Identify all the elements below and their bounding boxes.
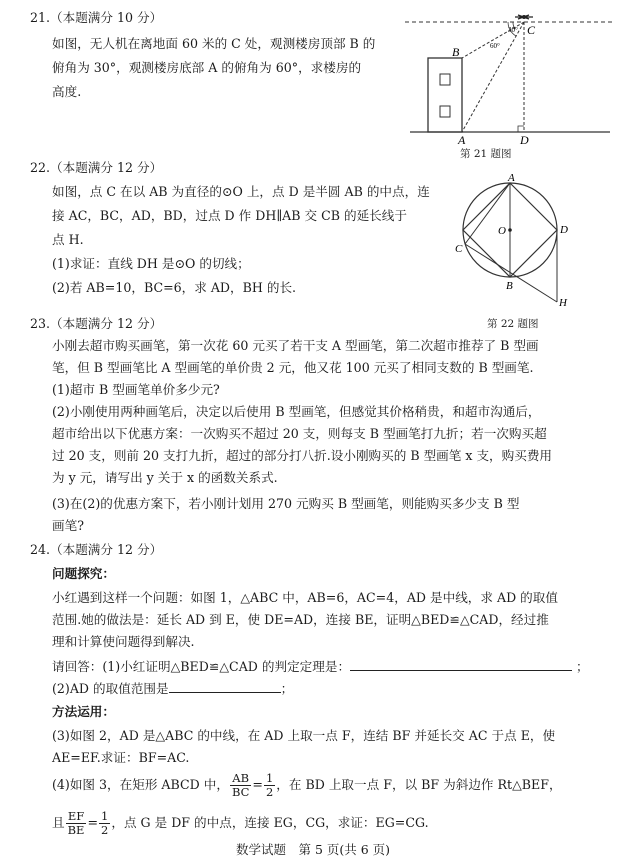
fraction-denominator: 2 — [101, 823, 109, 837]
q22-figure — [455, 170, 585, 315]
page-footer: 数学试题 第 5 页(共 6 页) — [235, 842, 391, 857]
q24-line-1: 小红遇到这样一个问题：如图 1，△ABC 中，AB=6，AC=4，AD 是中线，求 AD 的取值 — [52, 590, 558, 605]
q22-line-5: (2)若 AB=10，BC=6，求 AD，BH 的长. — [52, 280, 297, 295]
fraction-denominator: BE — [67, 823, 85, 837]
q24-part-3-line-2: AE=EF.求证：BF=AC. — [52, 750, 190, 765]
q24-p4-end: ，在 BD 上取一点 F，以 BF 为斜边作 Rt△BEF， — [276, 777, 562, 792]
q21-label-b: B — [452, 45, 460, 59]
answer-blank-2[interactable] — [169, 680, 281, 693]
q24-part-4-line-1 — [52, 772, 600, 799]
q21-line-3: 高度. — [52, 84, 82, 99]
q22-label-b: B — [506, 280, 513, 292]
q24-subheading-method: 方法运用： — [52, 704, 115, 719]
q22-label-c: C — [455, 243, 463, 255]
q21-line-1: 如图，无人机在离地面 60 米的 C 处，观测楼房顶部 B 的 — [52, 36, 376, 51]
fraction-numerator: AB — [230, 772, 251, 786]
q22-header: 22.（本题满分 12 分） — [30, 160, 163, 175]
q22-line-3: 点 H. — [52, 232, 84, 247]
q24-ask-1-text: 请回答：(1)小红证明△BED≌△CAD 的判定定理是： — [52, 659, 351, 674]
q21-label-c: C — [527, 23, 536, 37]
q22-figure-caption: 第 22 题图 — [487, 318, 539, 330]
fraction-numerator: 1 — [265, 771, 274, 785]
fraction-ef-be — [66, 810, 87, 837]
q23-header: 23.（本题满分 12 分） — [30, 316, 163, 331]
fraction-denominator: 2 — [265, 785, 274, 799]
fraction-ab-bc — [230, 772, 251, 799]
q24-line-2: 范围.她的做法是：延长 AD 到 E，使 DE=AD，连接 BE，证明△BED≌△CAD，经过推 — [52, 612, 549, 627]
q24-part-4-line-2 — [52, 810, 600, 837]
q24-ask-2-text: (2)AD 的取值范围是 — [52, 681, 169, 696]
q24-p5-start: 且 — [52, 815, 65, 830]
q22-line-4: (1)求证：直线 DH 是⊙O 的切线； — [52, 256, 250, 271]
q21-header: 21.（本题满分 10 分） — [30, 10, 163, 25]
q24-ask-1-end: ； — [576, 659, 589, 674]
q23-line-5: 超市给出以下优惠方案：一次购买不超过 20 支，则每支 B 型画笔打九折；若一次购买超 — [52, 426, 547, 441]
q24-subheading-explore: 问题探究： — [52, 566, 115, 581]
fraction-numerator: 1 — [101, 809, 109, 823]
q22-line-2: 接 AC，BC，AD，BD，过点 D 作 DH∥AB 交 CB 的延长线于 — [52, 208, 407, 223]
q24-ask-1 — [52, 658, 600, 675]
q23-line-9: 画笔? — [52, 518, 84, 533]
q23-line-7: 为 y 元，请写出 y 关于 x 的函数关系式. — [52, 470, 278, 485]
q21-angle-60: 60° — [490, 42, 500, 50]
q21-figure-caption: 第 21 题图 — [460, 148, 512, 160]
q23-line-3: (1)超市 B 型画笔单价多少元? — [52, 382, 220, 397]
q21-label-a: A — [458, 133, 466, 147]
fraction-denominator: BC — [231, 785, 250, 799]
q24-line-3: 理和计算使问题得到解决. — [52, 634, 195, 649]
q24-ask-2-end: ； — [280, 681, 294, 696]
q23-line-1: 小刚去超市购买画笔，第一次花 60 元买了若干支 A 型画笔，第二次超市推荐了 B 型画 — [52, 338, 539, 353]
q23-line-6: 过 20 支，则前 20 支打九折，超过的部分打八折.设小刚购买的 B 型画笔 x 支，购买费用 — [52, 448, 553, 463]
q21-line-2: 俯角为 30°，观测楼房底部 A 的俯角为 60°，求楼房的 — [52, 60, 362, 75]
q22-label-h: H — [559, 297, 567, 309]
q23-line-2: 笔，但 B 型画笔比 A 型画笔的单价贵 2 元，他又花 100 元买了相同支数的 B 型画笔. — [52, 360, 534, 375]
answer-blank-1[interactable] — [350, 658, 572, 671]
q21-label-d: D — [520, 133, 529, 147]
fraction-one-half — [99, 810, 110, 837]
q23-line-8: (3)在(2)的优惠方案下，若小刚计划用 270 元购买 B 型画笔，则能购买多少支 B 型 — [52, 496, 520, 511]
q22-label-o: O — [498, 225, 506, 237]
q22-label-d: D — [560, 224, 568, 236]
q24-header: 24.（本题满分 12 分） — [30, 542, 163, 557]
equals-sign: = — [87, 815, 99, 830]
fraction-one-half — [264, 772, 275, 799]
q24-part-3-line-1: (3)如图 2，AD 是△ABC 的中线，在 AD 上取一点 F，连结 BF 并延长交 AC 于点 E，使 — [52, 728, 556, 743]
q22-label-a: A — [508, 172, 515, 184]
q21-angle-30: 30° — [508, 26, 518, 34]
q21-figure — [405, 10, 615, 150]
fraction-numerator: EF — [66, 810, 87, 824]
q24-p5-end: ，点 G 是 DF 的中点，连接 EG，CG，求证：EG=CG. — [111, 815, 429, 830]
equals-sign: = — [252, 777, 263, 792]
q23-line-4: (2)小刚使用两种画笔后，决定以后使用 B 型画笔，但感觉其价格稍贵，和超市沟通后， — [52, 404, 541, 419]
q24-p4-start: (4)如图 3，在矩形 ABCD 中， — [52, 777, 229, 792]
q24-ask-2 — [52, 680, 600, 697]
q22-line-1: 如图，点 C 在以 AB 为直径的⊙O 上，点 D 是半圆 AB 的中点，连 — [52, 184, 430, 199]
